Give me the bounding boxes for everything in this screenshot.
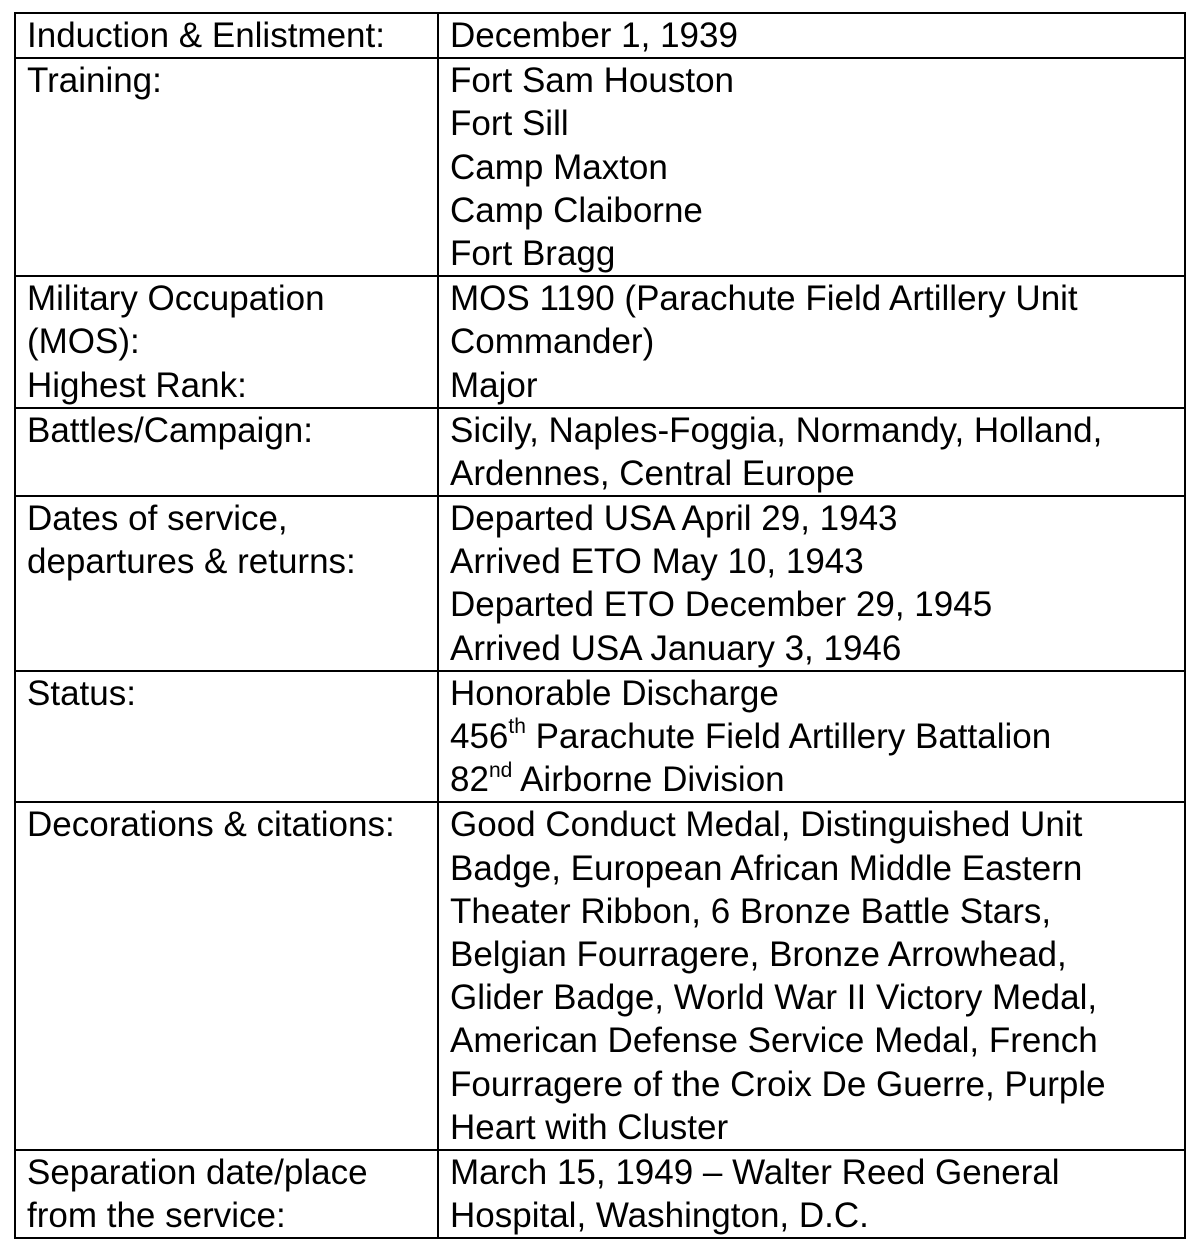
row-value: Major	[450, 365, 538, 405]
row-label: Training:	[27, 61, 162, 101]
table-row	[15, 408, 1185, 496]
row-label-cell	[15, 671, 438, 803]
table-row	[15, 1150, 1185, 1238]
row-label-cell	[15, 58, 438, 276]
row-value-cell	[438, 408, 1185, 496]
unit-battalion	[450, 715, 1178, 758]
row-value: MOS 1190 (Parachute Field Artillery Unit	[450, 279, 1078, 319]
unit-number: 456	[450, 717, 509, 756]
row-value-cell	[438, 276, 1185, 408]
row-value: American Defense Service Medal, French	[450, 1021, 1098, 1061]
table-row	[15, 496, 1185, 671]
row-label: Status:	[27, 673, 136, 713]
row-label-cell	[15, 496, 438, 671]
table-row	[15, 13, 1185, 58]
row-label-cell	[15, 802, 438, 1150]
row-label-cell	[15, 1150, 438, 1238]
row-value: Ardennes, Central Europe	[450, 453, 855, 493]
row-value: Fort Sam Houston	[450, 61, 734, 101]
row-value: Glider Badge, World War II Victory Medal,	[450, 978, 1098, 1018]
row-label: Highest Rank:	[27, 365, 247, 405]
row-label: from the service:	[27, 1196, 286, 1236]
row-label: Battles/Campaign:	[27, 410, 313, 450]
row-value-cell	[438, 1150, 1185, 1238]
row-value-cell	[438, 671, 1185, 803]
row-value: Arrived USA January 3, 1946	[450, 628, 902, 668]
row-value: Badge, European African Middle Eastern	[450, 848, 1083, 888]
row-value: Sicily, Naples-Foggia, Normandy, Holland,	[450, 410, 1103, 450]
unit-ordinal-suffix: th	[508, 715, 526, 739]
row-value: Fort Sill	[450, 104, 569, 144]
row-value: Theater Ribbon, 6 Bronze Battle Stars,	[450, 891, 1052, 931]
row-value: Commander)	[450, 322, 655, 362]
row-label: Dates of service,	[27, 499, 288, 539]
unit-ordinal-suffix: nd	[488, 758, 513, 782]
row-value: Hospital, Washington, D.C.	[450, 1196, 869, 1236]
table-row	[15, 276, 1185, 408]
unit-number: 82	[450, 760, 489, 800]
table-row	[15, 802, 1185, 1150]
table-row	[15, 671, 1185, 803]
row-value: Heart with Cluster	[450, 1107, 729, 1147]
unit-name: Airborne Division	[512, 760, 785, 800]
row-value-cell	[438, 13, 1185, 58]
row-label-cell	[15, 13, 438, 58]
service-record-table	[14, 12, 1186, 1239]
unit-division	[450, 758, 1178, 801]
row-label-cell	[15, 408, 438, 496]
table-row	[15, 58, 1185, 276]
row-value: Fourragere of the Croix De Guerre, Purple	[450, 1064, 1106, 1104]
row-value: Departed ETO December 29, 1945	[450, 585, 993, 625]
row-value: Good Conduct Medal, Distinguished Unit	[450, 805, 1083, 845]
row-label: Separation date/place	[27, 1152, 368, 1192]
row-label-cell	[15, 276, 438, 408]
row-label: Military Occupation	[27, 279, 325, 319]
row-value-cell	[438, 496, 1185, 671]
row-value: March 15, 1949 – Walter Reed General	[450, 1152, 1060, 1192]
row-value-cell	[438, 802, 1185, 1150]
row-value: Arrived ETO May 10, 1943	[450, 542, 864, 582]
row-value: Honorable Discharge	[450, 673, 779, 713]
row-value: Camp Maxton	[450, 147, 668, 187]
unit-name: Parachute Field Artillery Battalion	[525, 717, 1052, 756]
row-value-cell	[438, 58, 1185, 276]
row-value: Departed USA April 29, 1943	[450, 499, 898, 539]
row-value: December 1, 1939	[450, 16, 738, 55]
row-value: Camp Claiborne	[450, 190, 703, 230]
row-value: Belgian Fourragere, Bronze Arrowhead,	[450, 934, 1067, 974]
row-value: Fort Bragg	[450, 233, 616, 273]
row-label: Decorations & citations:	[27, 805, 395, 845]
row-label: (MOS):	[27, 322, 140, 362]
row-label: departures & returns:	[27, 542, 356, 582]
row-label: Induction & Enlistment:	[27, 16, 385, 55]
